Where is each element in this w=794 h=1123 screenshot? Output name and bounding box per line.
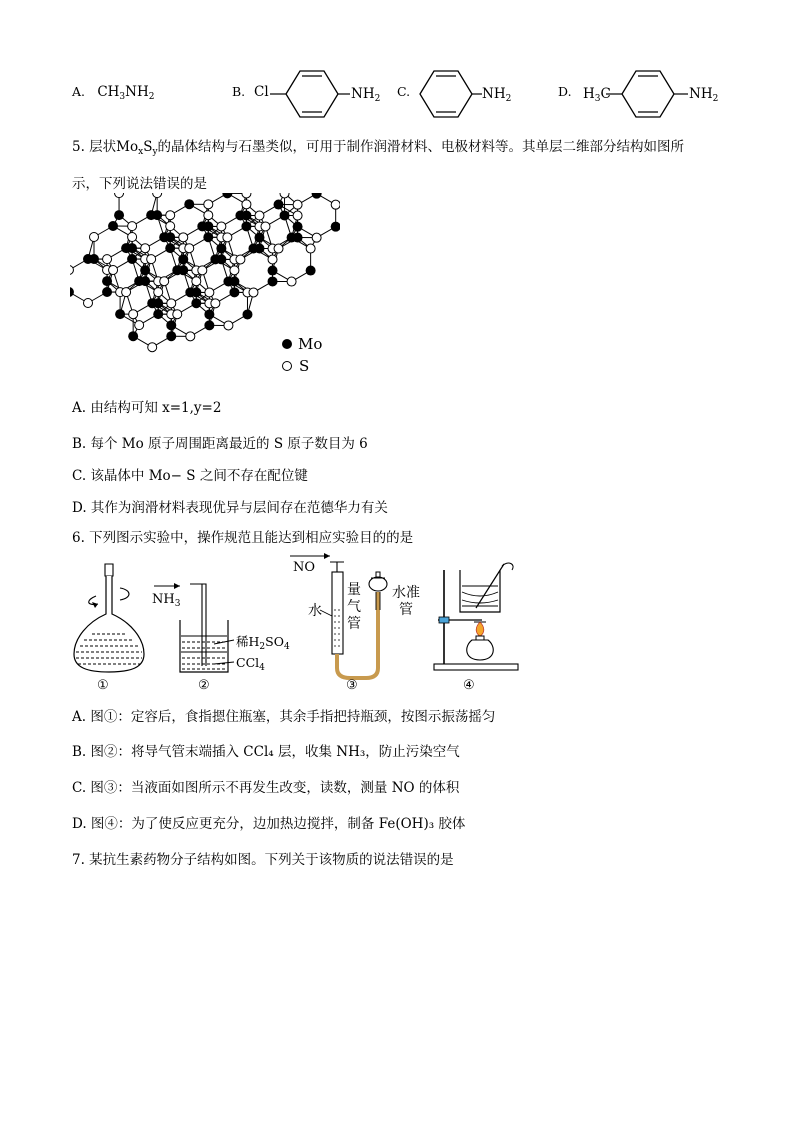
option-letter: C.	[397, 84, 411, 99]
s-atom	[204, 211, 213, 220]
s-atom	[312, 233, 321, 242]
q6-option-c: C. 图③：当液面如图所示不再发生改变，读数，测量 NO 的体积	[72, 780, 460, 796]
figure-label-1: ①	[97, 678, 109, 693]
mo-atom	[178, 254, 188, 264]
mo-atom	[306, 266, 316, 276]
s-atom	[160, 277, 169, 286]
mo-atom	[241, 221, 251, 231]
mo-atom	[152, 210, 162, 220]
fig3-no-label: NO	[293, 560, 316, 575]
option-letter: A.	[72, 84, 86, 99]
s-atom	[154, 288, 163, 297]
mo-atom	[280, 210, 290, 220]
figure-label-4: ④	[463, 678, 475, 693]
benzene-ring-b	[270, 68, 350, 120]
option-letter: B.	[232, 84, 246, 99]
s-atom-icon	[282, 361, 292, 371]
s-atom	[167, 299, 176, 308]
methyl-group: $H_3C$	[583, 86, 611, 104]
mo-atom	[184, 199, 194, 209]
s-atom	[287, 277, 296, 286]
benzene-ring-c	[418, 68, 482, 120]
figure-3-gas-burette	[290, 550, 400, 680]
s-atom	[192, 277, 201, 286]
formula-moxsy: $Mo_xS_y$	[116, 139, 158, 157]
figure-1-volumetric-flask	[68, 558, 148, 678]
s-atom	[122, 288, 131, 297]
amino-group-c: $NH_2$	[482, 86, 512, 104]
s-atom	[217, 222, 226, 231]
s-atom	[223, 233, 232, 242]
s-atom	[331, 200, 340, 209]
mo-atom	[254, 243, 264, 253]
amino-group-d: $NH_2$	[689, 86, 719, 104]
s-atom	[141, 244, 150, 253]
s-atom	[261, 222, 270, 231]
mo-atom-icon	[282, 339, 292, 349]
s-atom	[179, 233, 188, 242]
s-atom	[198, 266, 207, 275]
mo-atom	[216, 243, 226, 253]
mo-atom	[222, 193, 232, 198]
mo-atom	[165, 243, 175, 253]
mo-atom	[153, 298, 163, 308]
mo-atom	[127, 243, 137, 253]
legend-mo: Mo	[282, 335, 322, 353]
mo-atom	[102, 276, 112, 286]
mo-atom	[140, 276, 150, 286]
s-atom	[293, 211, 302, 220]
s-atom	[148, 343, 157, 352]
s-atom	[255, 211, 264, 220]
s-atom	[129, 310, 138, 319]
mo-atom	[89, 254, 99, 264]
mo-atom	[241, 210, 251, 220]
s-atom	[249, 288, 258, 297]
benzene-ring-d	[606, 68, 688, 120]
s-atom	[153, 193, 162, 198]
s-atom	[70, 266, 73, 275]
q5-option-b: B. 每个 Mo 原子周围距离最近的 S 原子数目为 6	[72, 436, 368, 452]
q4-option-d	[558, 84, 572, 100]
s-atom	[173, 310, 182, 319]
level-tube-text: 水准管	[392, 585, 420, 618]
s-atom	[115, 193, 124, 198]
s-atom	[230, 266, 239, 275]
mo-atom	[115, 309, 125, 319]
chloro-substituent: Cl	[254, 84, 269, 100]
fig3-level-label	[392, 585, 420, 619]
mo-atom	[254, 233, 264, 243]
q6-option-d: D. 图④：为了使反应更充分，边加热边搅拌，制备 Fe(OH)₃ 胶体	[72, 816, 466, 832]
mo-atom	[331, 222, 340, 232]
mo-atom	[204, 309, 214, 319]
q5-option-a: A. 由结构可知 x=1,y=2	[72, 400, 222, 416]
figure-label-2: ②	[198, 678, 210, 693]
s-atom	[242, 200, 251, 209]
q4-option-a	[72, 84, 154, 102]
s-atom	[128, 233, 137, 242]
mo-atom	[153, 309, 163, 319]
mo-atom	[216, 254, 226, 264]
mo-atom	[274, 200, 284, 210]
s-atom	[280, 193, 289, 198]
fig2-nh3-label: $NH_3$	[152, 592, 181, 609]
s-atom	[185, 244, 194, 253]
s-atom	[84, 299, 93, 308]
s-atom	[211, 299, 220, 308]
fig3-tube-label: 量气管	[347, 582, 361, 632]
q4-option-b	[232, 84, 245, 100]
fig3-water-label: 水	[308, 603, 322, 619]
s-atom	[293, 200, 302, 209]
mo-atom	[114, 210, 124, 220]
s-atom	[224, 321, 233, 330]
mo-atom	[203, 221, 213, 231]
mo-atom	[312, 193, 322, 199]
s-atom	[90, 233, 99, 242]
figure-label-3: ③	[346, 678, 358, 693]
mo-atom	[70, 287, 74, 297]
s-atom	[306, 244, 315, 253]
mo-atom	[242, 309, 252, 319]
mo-atom	[229, 276, 239, 286]
s-atom	[274, 244, 283, 253]
mo-atom	[108, 221, 118, 231]
s-atom	[135, 321, 144, 330]
formula-ch3nh2: $CH_3NH_2$	[97, 84, 155, 102]
q5-option-d: D. 其作为润滑材料表现优异与层间存在范德华力有关	[72, 500, 388, 516]
mo-atom	[191, 287, 201, 297]
s-atom	[166, 222, 175, 231]
s-atom	[236, 255, 245, 264]
fig2-ccl4-label: CCl$_4$	[236, 655, 265, 673]
q5-option-c: C. 该晶体中 Mo− S 之间不存在配位键	[72, 468, 308, 484]
option-letter: D.	[558, 84, 572, 99]
amino-group-b: $NH_2$	[351, 86, 381, 104]
figure-4-heating-setup	[428, 556, 520, 676]
mo-atom	[127, 254, 137, 264]
mo-atom	[293, 222, 303, 232]
mo-atom	[102, 287, 112, 297]
s-atom	[186, 332, 195, 341]
mo-atom	[128, 331, 138, 341]
fig2-acid-label: 稀$H_2SO_4$	[236, 634, 290, 652]
s-atom	[166, 211, 175, 220]
mo-atom	[165, 232, 175, 242]
mo-atom	[204, 320, 214, 330]
q4-option-c	[397, 84, 410, 100]
s-atom	[205, 288, 214, 297]
s-atom	[204, 200, 213, 209]
s-atom	[103, 255, 112, 264]
mo-atom	[268, 276, 278, 286]
q6-option-a: A. 图①：定容后，食指摁住瓶塞，其余手指把持瓶颈，按图示振荡摇匀	[72, 709, 496, 725]
mo-atom	[140, 265, 150, 275]
mo-atom	[178, 265, 188, 275]
q6-stem: 6. 下列图示实验中，操作规范且能达到相应实验目的的是	[72, 530, 414, 546]
legend-s: S	[282, 357, 309, 375]
s-atom	[147, 255, 156, 264]
mo-atom	[166, 320, 176, 330]
s-atom	[242, 193, 251, 198]
mo-atom	[229, 287, 239, 297]
mo-atom	[191, 298, 201, 308]
s-atom	[109, 266, 118, 275]
s-atom	[128, 222, 137, 231]
q6-option-b: B. 图②：将导气管末端插入 CCl₄ 层，收集 NH₃，防止污染空气	[72, 744, 460, 760]
mo-atom	[166, 331, 176, 341]
q5-stem-line1: 5. 层状$Mo_xS_y$的晶体结构与石墨类似，可用于制作润滑材料、电极材料等。其单层二维部分结构如图所	[72, 139, 685, 157]
figure-2-beaker	[150, 580, 240, 680]
mo-atom	[203, 232, 213, 242]
mo-atom	[268, 266, 278, 276]
mo-atom	[293, 233, 303, 243]
s-atom	[268, 255, 277, 264]
q5-stem-line2: 示，下列说法错误的是	[72, 176, 207, 192]
q7-stem: 7. 某抗生素药物分子结构如图。下列关于该物质的说法错误的是	[72, 852, 454, 868]
